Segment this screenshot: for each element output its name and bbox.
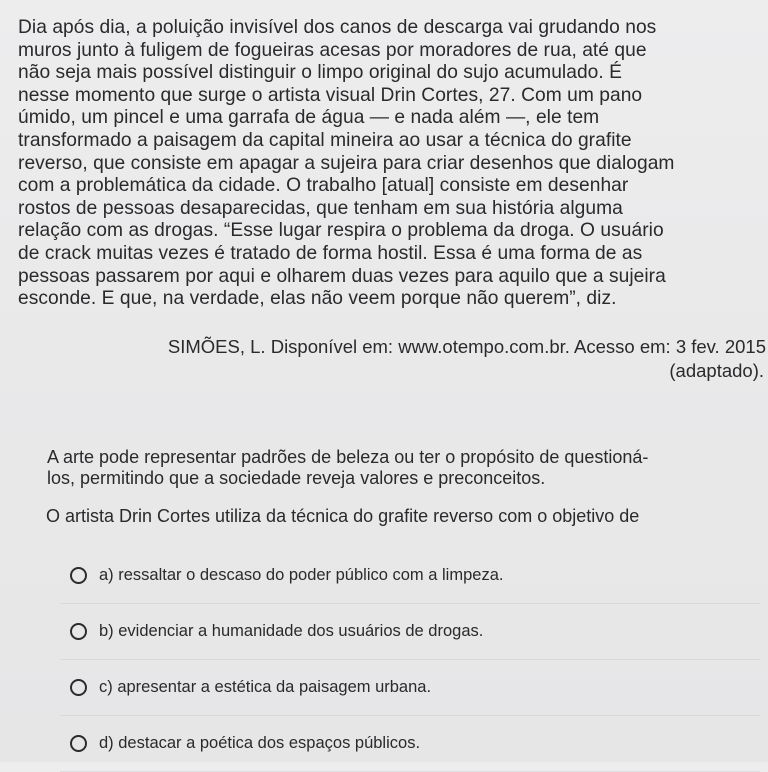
- passage-line: reverso, que consiste em apagar a sujeira para criar desenhos que dialogam: [18, 152, 675, 174]
- option-d-label: d) destacar a poética dos espaços públicos.: [99, 734, 421, 752]
- radio-button-d[interactable]: [70, 735, 87, 752]
- passage-line: rostos de pessoas desaparecidas, que tenham em sua história alguma: [18, 197, 623, 219]
- passage-line: muros junto à fuligem de fogueiras acesas por moradores de rua, até que: [18, 39, 647, 61]
- citation-note: (adaptado).: [669, 360, 764, 381]
- passage-line: Dia após dia, a poluição invisível dos canos de descarga vai grudando nos: [18, 17, 657, 38]
- passage-line: transformado a paisagem da capital mineira ao usar a técnica do grafite: [18, 129, 632, 151]
- context-line: A arte pode representar padrões de beleza ou ter o propósito de questioná-: [47, 447, 649, 467]
- option-b-label: b) evidenciar a humanidade dos usuários de drogas.: [99, 622, 484, 640]
- passage-line: nesse momento que surge o artista visual Drin Cortes, 27. Com um pano: [18, 84, 643, 106]
- passage-line: esconde. E que, na verdade, elas não veem porque não querem”, diz.: [18, 288, 617, 310]
- option-c[interactable]: [60, 660, 760, 716]
- source-citation: [168, 335, 766, 383]
- citation-source: SIMÕES, L. Disponível em: www.otempo.com.br. Acesso em: 3 fev. 2015: [167, 336, 766, 357]
- option-b[interactable]: [60, 604, 760, 660]
- passage-line: de crack muitas vezes é tratado de forma hostil. Essa é uma forma de as: [18, 242, 643, 264]
- passage-line: não seja mais possível distinguir o limpo original do sujo acumulado. É: [18, 62, 623, 84]
- option-c-label: c) apresentar a estética da paisagem urbana.: [99, 678, 432, 696]
- radio-button-a[interactable]: [70, 567, 87, 584]
- question-context: [47, 447, 648, 489]
- option-d[interactable]: [60, 716, 760, 772]
- option-a-label: a) ressaltar o descaso do poder público com a limpeza.: [99, 566, 504, 584]
- passage-line: úmido, um pincel e uma garrafa de água — e nada além —, ele tem: [18, 107, 600, 129]
- passage-text: [18, 17, 766, 311]
- option-a[interactable]: [60, 548, 760, 604]
- answer-options: [60, 548, 760, 772]
- question-prompt: O artista Drin Cortes utiliza da técnica do grafite reverso com o objetivo de: [46, 506, 640, 526]
- radio-button-c[interactable]: [70, 679, 87, 696]
- passage-line: pessoas passarem por aqui e olharem duas vezes para aquilo que a sujeira: [18, 265, 666, 287]
- passage-line: com a problemática da cidade. O trabalho [atual] consiste em desenhar: [18, 175, 629, 197]
- context-line: los, permitindo que a sociedade reveja valores e preconceitos.: [47, 468, 546, 488]
- radio-button-b[interactable]: [70, 623, 87, 640]
- passage-line: relação com as drogas. “Esse lugar respira o problema da droga. O usuário: [18, 220, 664, 242]
